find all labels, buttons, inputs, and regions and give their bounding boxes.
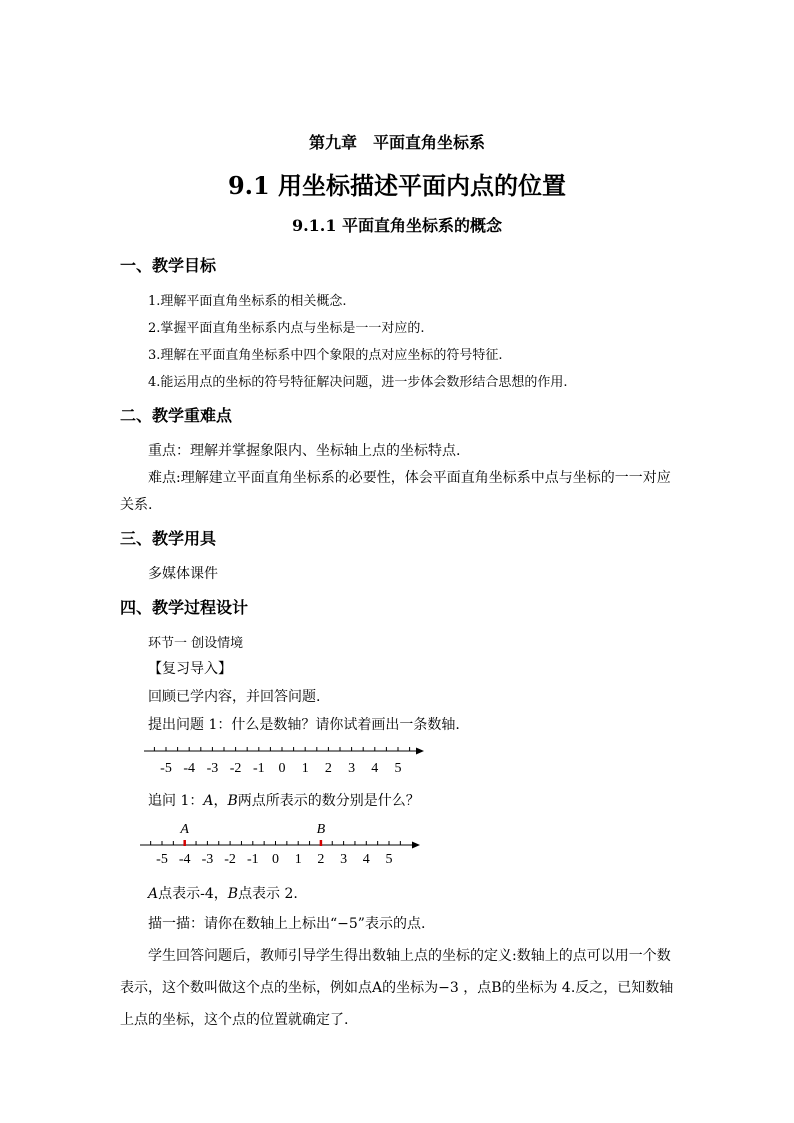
followup-separator: ， [213, 793, 228, 809]
number-line-1-tick-label: 5 [394, 761, 402, 776]
number-line-2-tick-label: 5 [385, 852, 393, 867]
followup-point-b: B [227, 793, 238, 809]
number-line-1-tick-label: -1 [252, 761, 265, 776]
heading-teaching-goals: 一、教学目标 [120, 256, 217, 275]
question-1: 提出问题 1：什么是数轴？请你试着画出一条数轴. [148, 717, 460, 733]
followup-prefix: 追问 1： [148, 793, 204, 809]
goal-item-4: 4.能运用点的坐标的符号特征解决问题，进一步体会数形结合思想的作用. [148, 375, 568, 390]
heading-teaching-tools: 三、教学用具 [120, 529, 217, 548]
number-line-1-tick-label: -3 [206, 761, 219, 776]
number-line-1-tick-label: 3 [348, 761, 356, 776]
paragraph-line-1: 学生回答问题后，教师引导学生得出数轴上点的坐标的定义:数轴上的点可以用一个数 [148, 948, 671, 964]
followup-rest: 两点所表示的数分别是什么？ [237, 793, 420, 809]
number-line-2-point-label: B [316, 822, 326, 837]
page-title: 9.1 用坐标描述平面内点的位置 [227, 171, 567, 200]
answer-point-a: A [148, 886, 159, 902]
review-intro: 回顾已学内容，并回答问题. [148, 689, 321, 705]
number-line-2-tick-label: 2 [317, 852, 325, 867]
number-line-1-tick-label: -4 [183, 761, 196, 776]
number-line-1-tick-label: -2 [229, 761, 242, 776]
number-line-2-arrow-icon [412, 842, 420, 849]
draw-instruction: 描一描：请你在数轴上上标出“−5”表示的点. [148, 916, 426, 932]
heading-process-design: 四、教学过程设计 [120, 598, 249, 617]
paragraph-line-3: 上点的坐标，这个点的位置就确定了. [120, 1012, 349, 1028]
number-line-2-tick-label: -1 [246, 852, 259, 867]
review-label: 【复习导入】 [148, 661, 232, 677]
teaching-tools-text: 多媒体课件 [148, 566, 218, 582]
followup-question-1 [148, 790, 420, 810]
number-line-2-tick-label: -2 [224, 852, 236, 867]
number-line-1-tick-label: 4 [371, 761, 379, 776]
goal-item-2: 2.掌握平面直角坐标系内点与坐标是一一对应的. [148, 321, 425, 336]
chapter-title: 第九章 平面直角坐标系 [308, 133, 485, 152]
number-line-1-tick-label: -5 [160, 761, 172, 776]
goal-item-1: 1.理解平面直角坐标系的相关概念. [148, 294, 347, 309]
number-line-1-tick-label: 0 [278, 761, 286, 776]
number-line-2-tick-label: 1 [294, 852, 302, 867]
number-line-2-tick-label: -4 [178, 852, 191, 867]
step-1-label: 环节一 创设情境 [148, 636, 244, 651]
number-line-2-tick-label: 3 [340, 852, 348, 867]
heading-key-points: 二、教学重难点 [120, 406, 233, 425]
number-line-2-tick-label: 4 [362, 852, 370, 867]
difficult-point-line-1: 难点:理解建立平面直角坐标系的必要性，体会平面直角坐标系中点与坐标的一一对应 [148, 470, 671, 486]
paragraph-line-2: 表示，这个数叫做这个点的坐标，例如点A的坐标为−3 ，点B的坐标为 4.反之，已知数轴 [120, 980, 674, 996]
answer-mid: 点表示-4， [158, 886, 228, 902]
number-line-2-tick-label: 0 [272, 852, 279, 867]
number-line-2-tick-label: -3 [201, 852, 214, 867]
number-line-1-tick-label: 1 [301, 761, 309, 776]
answer-rest: 点表示 2. [238, 886, 298, 902]
goal-item-3: 3.理解在平面直角坐标系中四个象限的点对应坐标的符号特征. [148, 348, 503, 363]
number-line-1-tick-label: 2 [324, 761, 332, 776]
difficult-point-line-2: 关系. [120, 497, 153, 513]
key-point-text: 重点：理解并掌握象限内、坐标轴上点的坐标特点. [148, 443, 461, 459]
number-line-1-arrow-icon [416, 748, 424, 755]
section-subtitle: 9.1.1 平面直角坐标系的概念 [291, 216, 503, 235]
followup-point-a: A [203, 793, 214, 809]
number-line-2-point-label: A [180, 822, 189, 837]
answer-text [148, 883, 298, 903]
answer-point-b: B [227, 886, 239, 902]
number-line-2-tick-label: -5 [156, 852, 168, 867]
